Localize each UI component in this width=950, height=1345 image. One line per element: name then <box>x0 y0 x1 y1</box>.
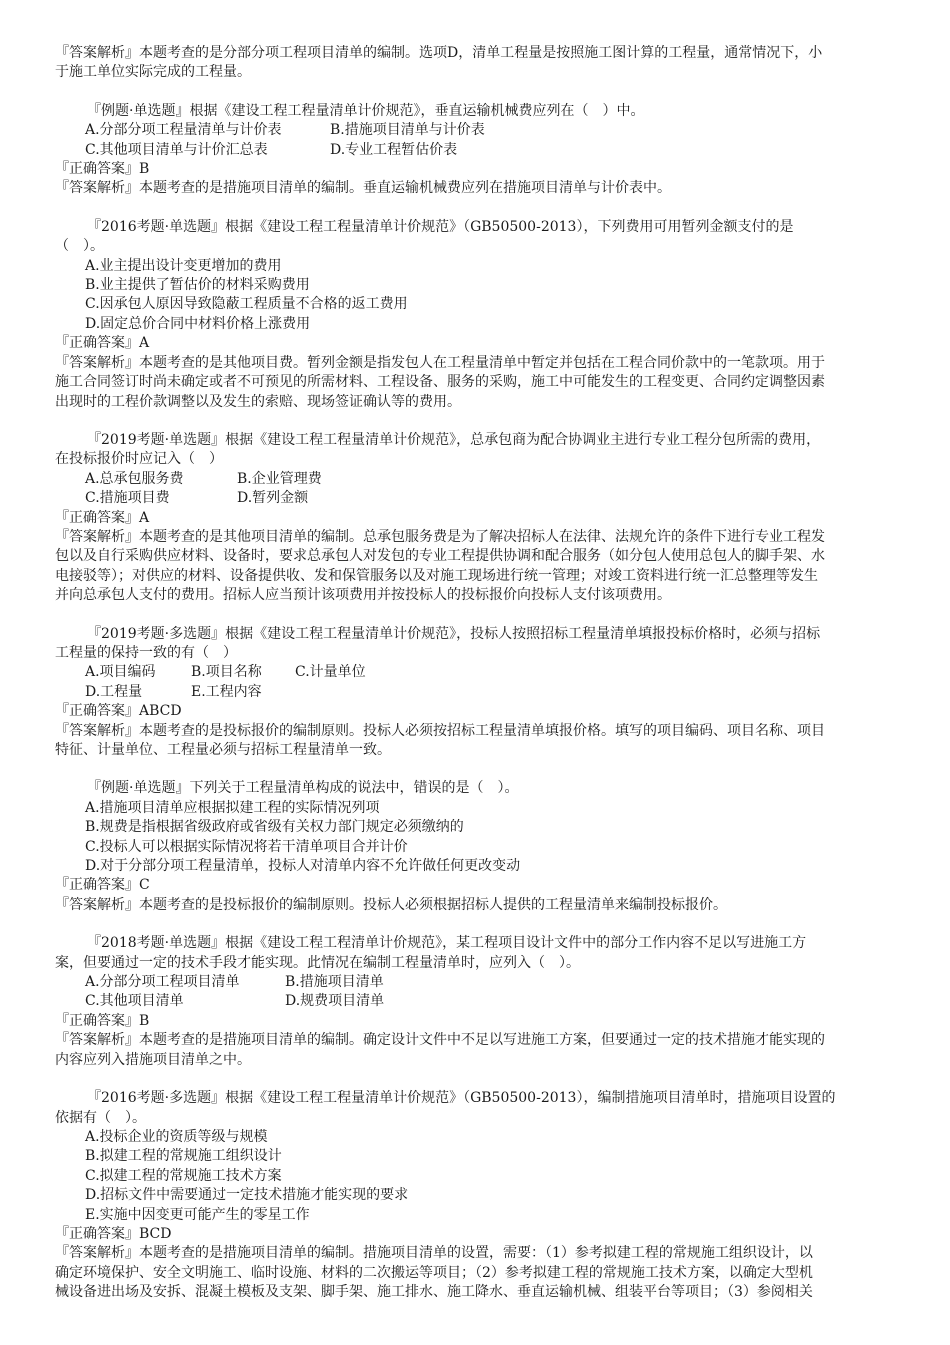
paragraph-gap <box>55 199 895 218</box>
option-item: E.实施中因变更可能产生的零星工作 <box>85 1206 310 1223</box>
option-item: C.措施项目费 <box>85 490 170 507</box>
correct-answer: 『正确答案』ABCD <box>55 703 182 720</box>
option-item: A.分部分项工程项目清单 <box>85 974 240 991</box>
text-line: 施工合同签订时尚未确定或者不可预见的所需材料、工程设备、服务的采购，施工中可能发生的工程变更、合同约定调整因素 <box>55 374 825 391</box>
question-block <box>55 218 895 412</box>
text-line: 于施工单位实际完成的工程量。 <box>55 64 251 81</box>
option-row <box>55 141 895 160</box>
correct-answer: 『正确答案』B <box>55 1012 150 1029</box>
option-item: D.对于分部分项工程量清单，投标人对清单内容不允许做任何更改变动 <box>85 858 521 875</box>
correct-answer: 『正确答案』B <box>55 161 150 178</box>
question-block <box>55 625 895 761</box>
question-stem-continued: 案，但要通过一定的技术手段才能实现。此情况在编制工程量清单时，应列入（ ）。 <box>55 954 580 971</box>
answer-analysis: 『答案解析』本题考查的是分部分项工程项目清单的编制。选项D，清单工程量是按照施工图计算的工程量，通常情况下，小 <box>55 45 823 61</box>
question-stem: 『2019考题·单选题』根据《建设工程工程量清单计价规范》，总承包商为配合协调业主进行专业工程分包所需的费用， <box>87 431 821 448</box>
text-line: 械设备进出场及安拆、混凝土模板及支架、脚手架、施工排水、施工降水、垂直运输机械、组装平台等项目；（3）参阅相关 <box>55 1284 813 1301</box>
correct-answer: 『正确答案』C <box>55 877 150 894</box>
question-block <box>55 1089 895 1302</box>
option-item: D.工程量 <box>85 683 143 700</box>
option-row <box>55 470 895 489</box>
option-item: C.其他项目清单 <box>85 993 184 1010</box>
text-line: 电接驳等）；对供应的材料、设备提供收、发和保管服务以及对施工现场进行统一管理；对竣工资料进行统一汇总整理等发生 <box>55 567 818 584</box>
question-block <box>55 934 895 1070</box>
correct-answer: 『正确答案』A <box>55 335 150 352</box>
option-item: B.规费是指根据省级政府或省级有关权力部门规定必须缴纳的 <box>85 819 464 836</box>
option-item: E.工程内容 <box>191 683 262 700</box>
option-item: A.业主提出设计变更增加的费用 <box>85 257 282 274</box>
answer-analysis: 『答案解析』本题考查的是投标报价的编制原则。投标人必须根据招标人提供的工程量清单来编制投标报价。 <box>55 896 727 913</box>
correct-answer: 『正确答案』BCD <box>55 1225 172 1242</box>
paragraph-gap <box>55 83 895 102</box>
text-line: 包以及自行采购供应材料、设备时，要求总承包人对发包的专业工程提供协调和配合服务（如分包人使用总包人的脚手架、水 <box>55 548 825 565</box>
option-item: D.暂列金额 <box>237 490 309 507</box>
option-item: B.业主提供了暂估价的材料采购费用 <box>85 277 310 294</box>
option-item: C.拟建工程的常规施工技术方案 <box>85 1167 282 1184</box>
option-item: C.计量单位 <box>295 664 366 681</box>
paragraph-gap <box>55 606 895 625</box>
question-stem: 『2019考题·多选题』根据《建设工程工程量清单计价规范》，投标人按照招标工程量清单填报投标价格时，必须与招标 <box>87 625 821 642</box>
option-item: D.固定总价合同中材料价格上涨费用 <box>85 315 311 332</box>
paragraph-gap <box>55 1070 895 1089</box>
paragraph-gap <box>55 915 895 934</box>
text-line: 并向总承包人支付的费用。招标人应当预计该项费用并按投标人的投标报价向投标人支付该项费用。 <box>55 587 671 604</box>
answer-analysis: 『答案解析』本题考查的是措施项目清单的编制。措施项目清单的设置，需要：（1）参考拟建工程的常规施工组织设计，以 <box>55 1245 813 1262</box>
option-item: B.企业管理费 <box>237 470 322 487</box>
paragraph-gap <box>55 412 895 431</box>
question-stem-continued: 在投标报价时应记入（ ） <box>55 451 223 468</box>
option-item: B.措施项目清单 <box>285 974 384 991</box>
answer-analysis: 『答案解析』本题考查的是其他项目清单的编制。总承包服务费是为了解决招标人在法律、法规允许的条件下进行专业工程发 <box>55 528 825 545</box>
option-item: D.规费项目清单 <box>285 993 385 1010</box>
option-row <box>55 489 895 508</box>
option-item: A.措施项目清单应根据拟建工程的实际情况列项 <box>85 799 380 816</box>
text-line: 确定环境保护、安全文明施工、临时设施、材料的二次搬运等项目；（2）参考拟建工程的常规施工技术方案，以确定大型机 <box>55 1264 813 1281</box>
option-row <box>55 683 895 702</box>
option-item: A.投标企业的资质等级与规模 <box>85 1128 268 1145</box>
question-stem: 『例题·单选题』根据《建设工程工程量清单计价规范》，垂直运输机械费应列在（ ）中。 <box>87 102 645 119</box>
text-line: 内容应列入措施项目清单之中。 <box>55 1051 251 1068</box>
option-item: C.投标人可以根据实际情况将若干清单项目合并计价 <box>85 838 408 855</box>
question-stem: 『例题·单选题』下列关于工程量清单构成的说法中，错误的是（ ）。 <box>87 780 519 797</box>
option-item: C.因承包人原因导致隐蔽工程质量不合格的返工费用 <box>85 296 408 313</box>
paragraph-gap <box>55 760 895 779</box>
option-item: B.措施项目清单与计价表 <box>330 122 485 139</box>
answer-analysis: 『答案解析』本题考查的是投标报价的编制原则。投标人必须按招标工程量清单填报价格。填写的项目编码、项目名称、项目 <box>55 722 825 739</box>
question-stem: 『2018考题·单选题』根据《建设工程工程清单计价规范》，某工程项目设计文件中的部分工作内容不足以写进施工方 <box>87 935 807 952</box>
text-line: 特征、计量单位、工程量必须与招标工程量清单一致。 <box>55 742 391 758</box>
option-item: C.其他项目清单与计价汇总表 <box>85 141 268 158</box>
option-item: B.项目名称 <box>191 664 262 681</box>
option-row <box>55 663 895 682</box>
option-item: B.拟建工程的常规施工组织设计 <box>85 1148 282 1165</box>
question-stem-continued: 依据有（ ）。 <box>55 1109 146 1126</box>
option-item: A.项目编码 <box>85 664 156 681</box>
question-block <box>55 102 895 199</box>
question-block <box>55 431 895 606</box>
question-block <box>55 779 895 915</box>
answer-analysis: 『答案解析』本题考查的是其他项目费。暂列金额是指发包人在工程量清单中暂定并包括在工程合同价款中的一笔款项。用于 <box>55 354 825 371</box>
option-item: D.招标文件中需要通过一定技术措施才能实现的要求 <box>85 1187 409 1204</box>
question-stem: 『2016考题·单选题』根据《建设工程工程量清单计价规范》（GB50500-2013），下列费用可用暂列金额支付的是 <box>87 218 794 235</box>
question-stem: 『2016考题·多选题』根据《建设工程工程量清单计价规范》（GB50500-2013），编制措施项目清单时，措施项目设置的 <box>87 1090 836 1107</box>
question-stem-continued: 工程量的保持一致的有（ ） <box>55 644 237 661</box>
text-line: 出现时的工程价款调整以及发生的索赔、现场签证确认等的费用。 <box>55 393 461 410</box>
option-item: A.总承包服务费 <box>85 470 184 487</box>
option-row <box>55 992 895 1011</box>
question-stem-continued: （ ）。 <box>55 238 104 255</box>
option-item: D.专业工程暂估价表 <box>330 141 458 158</box>
option-row <box>55 973 895 992</box>
answer-analysis: 『答案解析』本题考查的是措施项目清单的编制。垂直运输机械费应列在措施项目清单与计价表中。 <box>55 180 671 197</box>
answer-analysis: 『答案解析』本题考查的是措施项目清单的编制。确定设计文件中不足以写进施工方案，但要通过一定的技术措施才能实现的 <box>55 1032 825 1049</box>
question-block <box>55 44 895 83</box>
correct-answer: 『正确答案』A <box>55 509 150 526</box>
option-item: A.分部分项工程量清单与计价表 <box>85 122 282 139</box>
option-row <box>55 121 895 140</box>
